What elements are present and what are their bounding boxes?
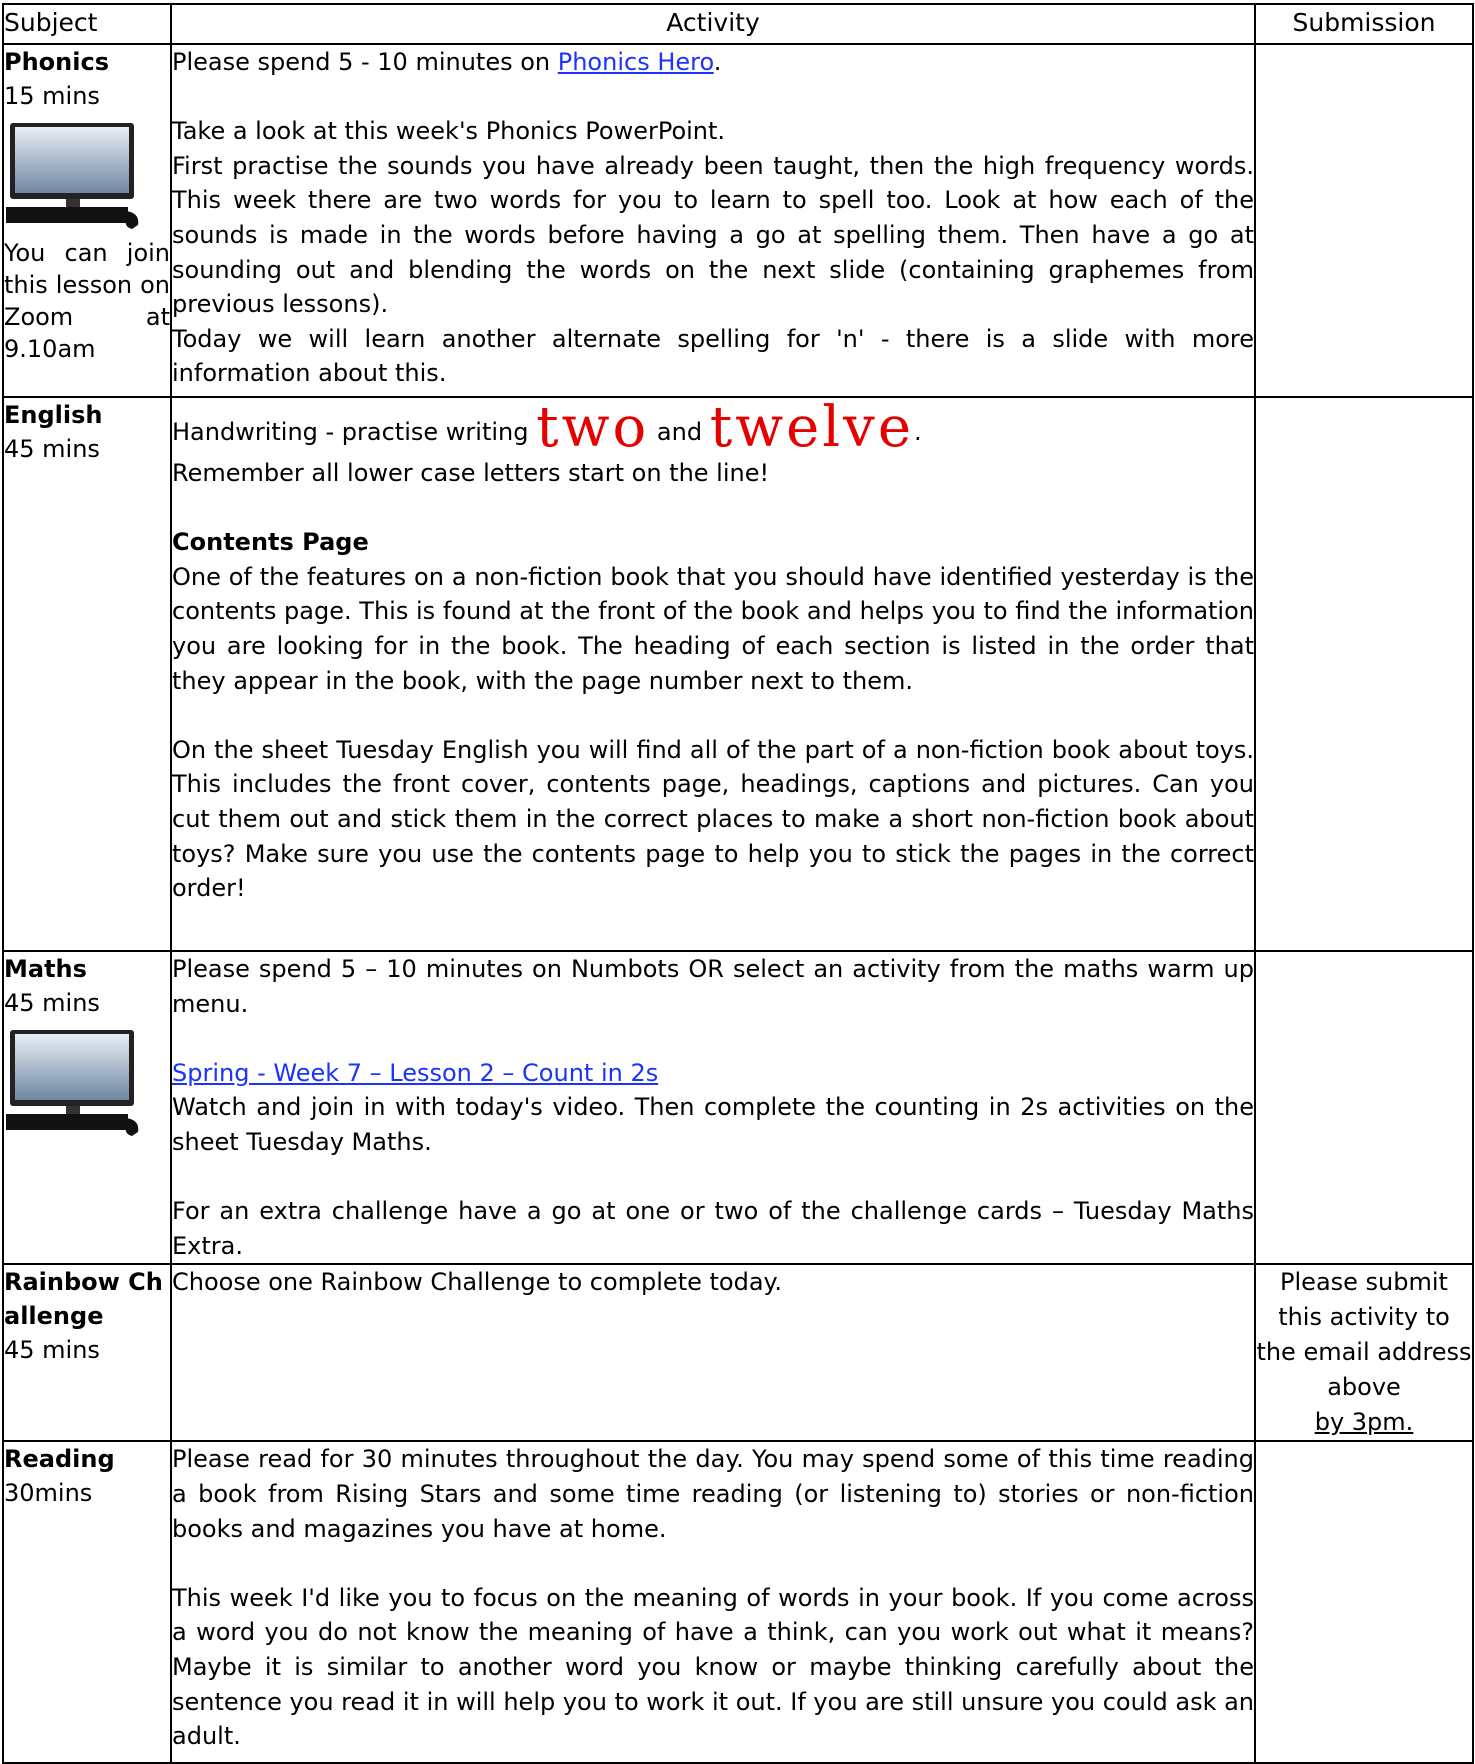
phonics-intro-text: Please spend 5 - 10 minutes on — [172, 48, 558, 76]
period-text: . — [713, 48, 722, 76]
computer-icon — [4, 1028, 144, 1138]
activity-cell-rainbow — [171, 1264, 1255, 1441]
contents-page-text: One of the features on a non-fiction book that you should have identified yesterday is the contents page. This is found at the front of the book and helps you to find the information you are looking for in the book. The heading of each section is listed in the order that they appear in the book, with the page number next to them. — [172, 562, 1254, 695]
subject-time: 45 mins — [4, 989, 100, 1017]
table-row-rainbow — [3, 1264, 1473, 1441]
toy-book-text: On the sheet Tuesday English you will find all of the part of a non-fiction book about toys. This includes the front cover, contents page, headings, captions and pictures. Can you cut them out and stick them in the correct places to make a short non-fiction book about toys? Make sure you use the contents page to help you to stick the pages in the correct order! — [172, 735, 1254, 903]
activity-cell-reading — [171, 1441, 1255, 1763]
subject-name: Phonics — [4, 48, 109, 76]
subject-time: 45 mins — [4, 1336, 100, 1365]
table-row-maths — [3, 951, 1473, 1264]
header-row — [3, 4, 1473, 44]
header-subject: Subject — [3, 4, 171, 44]
rainbow-challenge-text: Choose one Rainbow Challenge to complete today. — [172, 1268, 782, 1297]
table-row-reading — [3, 1441, 1473, 1763]
contents-page-heading: Contents Page — [172, 528, 369, 557]
subject-cell-rainbow — [3, 1264, 171, 1441]
phonics-alternate-spelling-text: Today we will learn another alternate spelling for 'n' - there is a slide with more information about this. — [172, 324, 1254, 388]
count-in-2s-link[interactable]: Spring - Week 7 – Lesson 2 – Count in 2s — [172, 1058, 659, 1087]
submission-cell-phonics — [1255, 44, 1473, 397]
table-row-english — [3, 397, 1473, 951]
phonics-instructions-text: First practise the sounds you have already been taught, then the high frequency words. This week there are two words for you to learn to spell too. Look at how each of the sounds is made in the words before having a go at spelling them. Then have a go at sounding out and blending the words on the next slide (containing graphemes from previous lessons). — [172, 151, 1254, 319]
subject-time: 15 mins — [4, 82, 100, 110]
subject-cell-english — [3, 397, 171, 951]
and-text: and — [649, 418, 710, 446]
handwriting-word-twelve: twelve — [709, 395, 914, 460]
challenge-cards-text: For an extra challenge have a go at one or two of the challenge cards – Tuesday Maths Extra. — [172, 1197, 1254, 1260]
video-instructions-text: Watch and join in with today's video. Then complete the counting in 2s activities on the sheet Tuesday Maths. — [172, 1093, 1254, 1156]
phonics-powerpoint-text: Take a look at this week's Phonics PowerPoint. — [172, 117, 726, 146]
submission-deadline: by 3pm. — [1314, 1408, 1414, 1437]
header-activity: Activity — [171, 4, 1255, 44]
subject-name: Maths — [4, 955, 87, 983]
submission-cell-rainbow — [1255, 1264, 1473, 1441]
home-learning-table — [2, 3, 1474, 1764]
period-text: . — [913, 418, 922, 446]
submission-cell-reading — [1255, 1441, 1473, 1763]
header-submission: Submission — [1255, 4, 1473, 44]
subject-cell-maths — [3, 951, 171, 1264]
submission-cell-maths — [1255, 951, 1473, 1264]
subject-name: Reading — [4, 1445, 115, 1474]
activity-cell-english — [171, 397, 1255, 951]
word-meaning-text: This week I'd like you to focus on the meaning of words in your book. If you come across a word you do not know the meaning of have a think, can you work out what it means? Maybe it is similar to another word you know or maybe thinking carefully about the sentence you read it in will help you to work it out. If you are still unsure you could ask an adult. — [172, 1583, 1255, 1751]
handwriting-text: Handwriting - practise writing — [172, 418, 537, 446]
submission-instructions: Please submit this activity to the email address above — [1256, 1268, 1472, 1402]
subject-cell-phonics — [3, 44, 171, 397]
subject-name: Rainbow Challenge — [4, 1268, 163, 1331]
phonics-hero-link[interactable]: Phonics Hero — [557, 48, 714, 76]
activity-cell-maths — [171, 951, 1255, 1264]
handwriting-word-two: two — [536, 395, 650, 460]
zoom-note: You can join this lesson on Zoom at 9.10am — [4, 239, 170, 363]
subject-name: English — [4, 401, 103, 429]
lower-case-reminder: Remember all lower case letters start on the line! — [172, 459, 770, 487]
computer-icon — [4, 121, 144, 231]
submission-cell-english — [1255, 397, 1473, 951]
subject-time: 30mins — [4, 1479, 93, 1508]
table-row-phonics — [3, 44, 1473, 397]
subject-time: 45 mins — [4, 435, 100, 463]
numbots-text: Please spend 5 – 10 minutes on Numbots OR select an activity from the maths warm up menu. — [172, 955, 1254, 1018]
activity-cell-phonics — [171, 44, 1255, 397]
subject-cell-reading — [3, 1441, 171, 1763]
reading-time-text: Please read for 30 minutes throughout the day. You may spend some of this time reading a book from Rising Stars and some time reading (or listening to) stories or non-fiction books and magazines you have at home. — [172, 1445, 1254, 1543]
